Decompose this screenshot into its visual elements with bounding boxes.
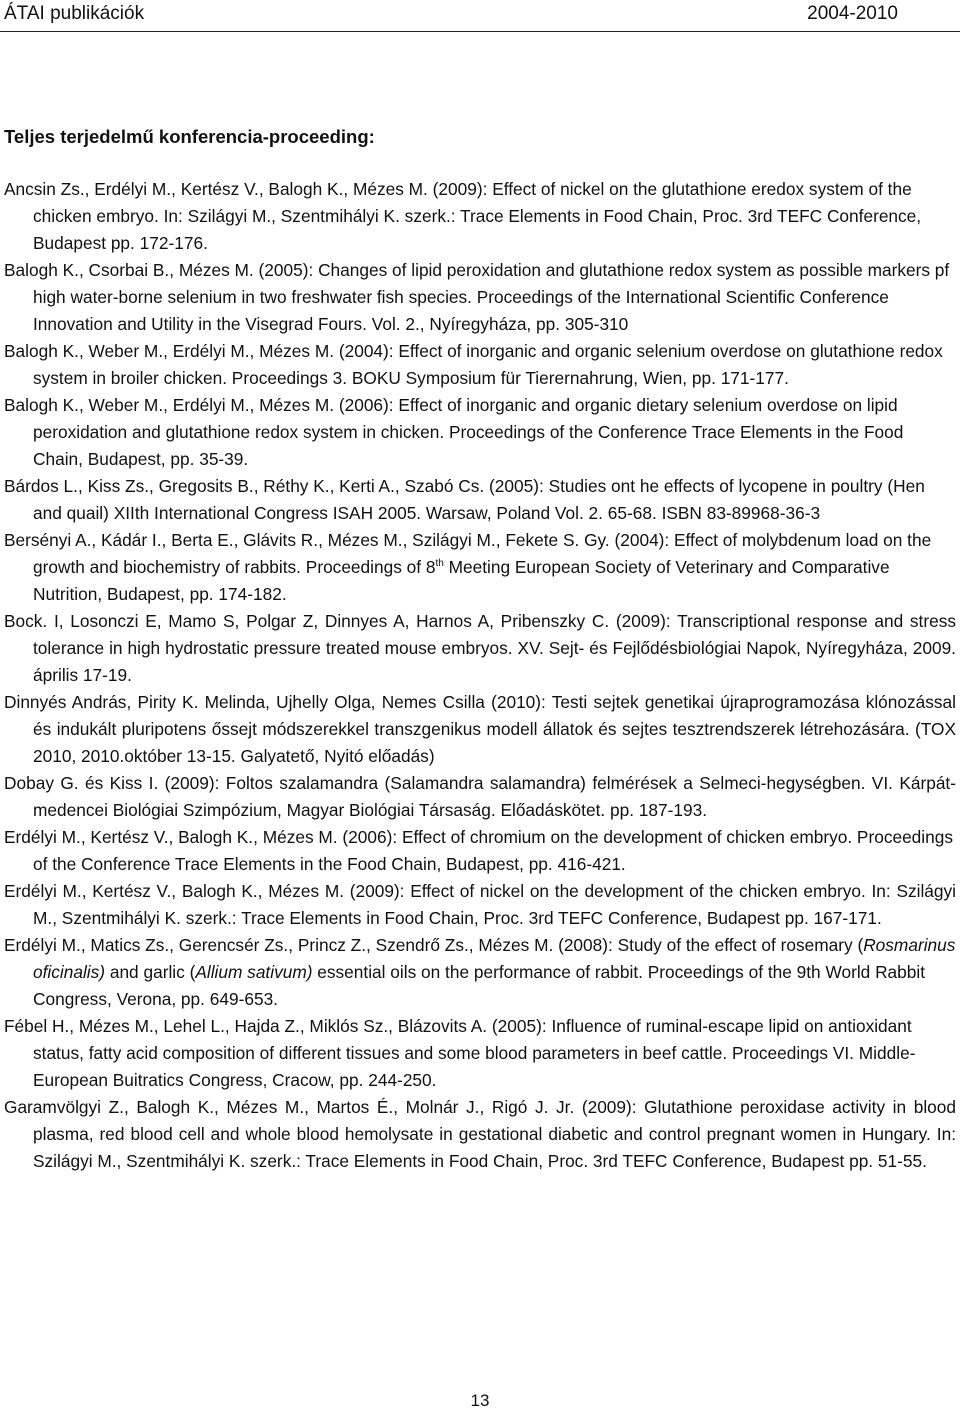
reference-text: Bersényi A., Kádár I., Berta E., Glávits R., Mézes M., Szilágyi M., Fekete S. Gy. (2004): Effect of molybdenum load on the growth and biochemistry of rabbits. Proceedings of 8	[4, 530, 932, 577]
reference-item: Bárdos L., Kiss Zs., Gregosits B., Réthy K., Kerti A., Szabó Cs. (2005): Studies ont he effects of lycopene in poultry (Hen and quail) XIIth International Congress ISAH 2005. Warsaw, Poland Vol. 2. 65-68. ISBN 83-89968-36-3	[4, 476, 925, 523]
reference-text: Meeting European Society of Veterinary and Comparative Nutrition, Budapest, pp. 174-182.	[33, 557, 890, 604]
reference-item: Balogh K., Weber M., Erdélyi M., Mézes M. (2006): Effect of inorganic and organic dietary selenium overdose on lipid peroxidation and glutathione redox system in chicken. Proceedings of the Conference Trace Elements in the Food Chain, Budapest, pp. 35-39.	[4, 395, 904, 469]
reference-item: Balogh K., Weber M., Erdélyi M., Mézes M. (2004): Effect of inorganic and organic selenium overdose on glutathione redox system in broiler chicken. Proceedings 3. BOKU Symposium für Tierernahrung, Wien, pp. 171-177.	[4, 341, 943, 388]
reference-item	[4, 932, 956, 1013]
reference-item	[4, 527, 956, 608]
reference-item: Erdélyi M., Kertész V., Balogh K., Mézes M. (2006): Effect of chromium on the development of chicken embryo. Proceedings of the Conference Trace Elements in the Food Chain, Budapest, pp. 416-421.	[4, 827, 953, 874]
superscript: th	[435, 558, 444, 570]
reference-item: Dobay G. és Kiss I. (2009): Foltos szalamandra (Salamandra salamandra) felmérések a Selmeci-hegységben. VI. Kárpát-medencei Biológiai Szimpózium, Magyar Biológiai Társaság. Előadáskötet. pp. 187-193.	[4, 773, 956, 820]
section-title: Teljes terjedelmű konferencia-proceeding:	[4, 126, 375, 147]
reference-item: Dinnyés András, Pirity K. Melinda, Ujhelly Olga, Nemes Csilla (2010): Testi sejtek genetikai újraprogramozása klónozással és indukált pluripotens őssejt módszerekkel transzgenikus modell állatok és sejtes tesztrendszerek létrehozására. (TOX 2010, 2010.október 13-15. Galyatető, Nyitó előadás)	[4, 692, 956, 766]
reference-item: Balogh K., Csorbai B., Mézes M. (2005): Changes of lipid peroxidation and glutathione redox system as possible markers pf high water-borne selenium in two freshwater fish species. Proceedings of the International Scientific Conference Innovation and Utility in the Visegrad Fours. Vol. 2., Nyíregyháza, pp. 305-310	[4, 260, 950, 334]
reference-item: Garamvölgyi Z., Balogh K., Mézes M., Martos É., Molnár J., Rigó J. Jr. (2009): Glutathione peroxidase activity in blood plasma, red blood cell and whole blood hemolysate in gestational diabetic and control pregnant women in Hungary. In: Szilágyi M., Szentmihályi K. szerk.: Trace Elements in Food Chain, Proc. 3rd TEFC Conference, Budapest pp. 51-55.	[4, 1097, 956, 1171]
page-number: 13	[470, 1391, 490, 1410]
header-rule	[0, 31, 960, 32]
reference-list	[4, 176, 956, 1175]
header-title: ÁTAI publikációk	[4, 3, 145, 24]
reference-text: essential oils on the performance of rabbit. Proceedings of the 9th World Rabbit Congress, Verona, pp. 649-653.	[33, 962, 926, 1009]
header-years: 2004-2010	[807, 3, 898, 24]
species-name: Allium sativum)	[195, 962, 313, 982]
reference-item: Erdélyi M., Kertész V., Balogh K., Mézes M. (2009): Effect of nickel on the development of the chicken embryo. In: Szilágyi M., Szentmihályi K. szerk.: Trace Elements in Food Chain, Proc. 3rd TEFC Conference, Budapest pp. 167-171.	[4, 881, 956, 928]
reference-text: and garlic (	[105, 962, 196, 982]
page-header	[0, 0, 960, 30]
reference-item: Ancsin Zs., Erdélyi M., Kertész V., Balogh K., Mézes M. (2009): Effect of nickel on the glutathione eredox system of the chicken embryo. In: Szilágyi M., Szentmihályi K. szerk.: Trace Elements in Food Chain, Proc. 3rd TEFC Conference, Budapest pp. 172-176.	[4, 179, 922, 253]
species-name: Rosmarinus oficinalis)	[33, 935, 956, 982]
reference-item: Bock. I, Losonczi E, Mamo S, Polgar Z, Dinnyes A, Harnos A, Pribenszky C. (2009): Transcriptional response and stress tolerance in high hydrostatic pressure treated mouse embryos. XV. Sejt- és Fejlődésbiológiai Napok, Nyíregyháza, 2009. április 17-19.	[4, 611, 956, 685]
reference-item: Fébel H., Mézes M., Lehel L., Hajda Z., Miklós Sz., Blázovits A. (2005): Influence of ruminal-escape lipid on antioxidant status, fatty acid composition of different tissues and some blood parameters in beef cattle. Proceedings VI. Middle-European Buitratics Congress, Cracow, pp. 244-250.	[4, 1016, 916, 1090]
reference-text: Erdélyi M., Matics Zs., Gerencsér Zs., Princz Z., Szendrő Zs., Mézes M. (2008): Study of the effect of rosemary (	[4, 935, 864, 955]
